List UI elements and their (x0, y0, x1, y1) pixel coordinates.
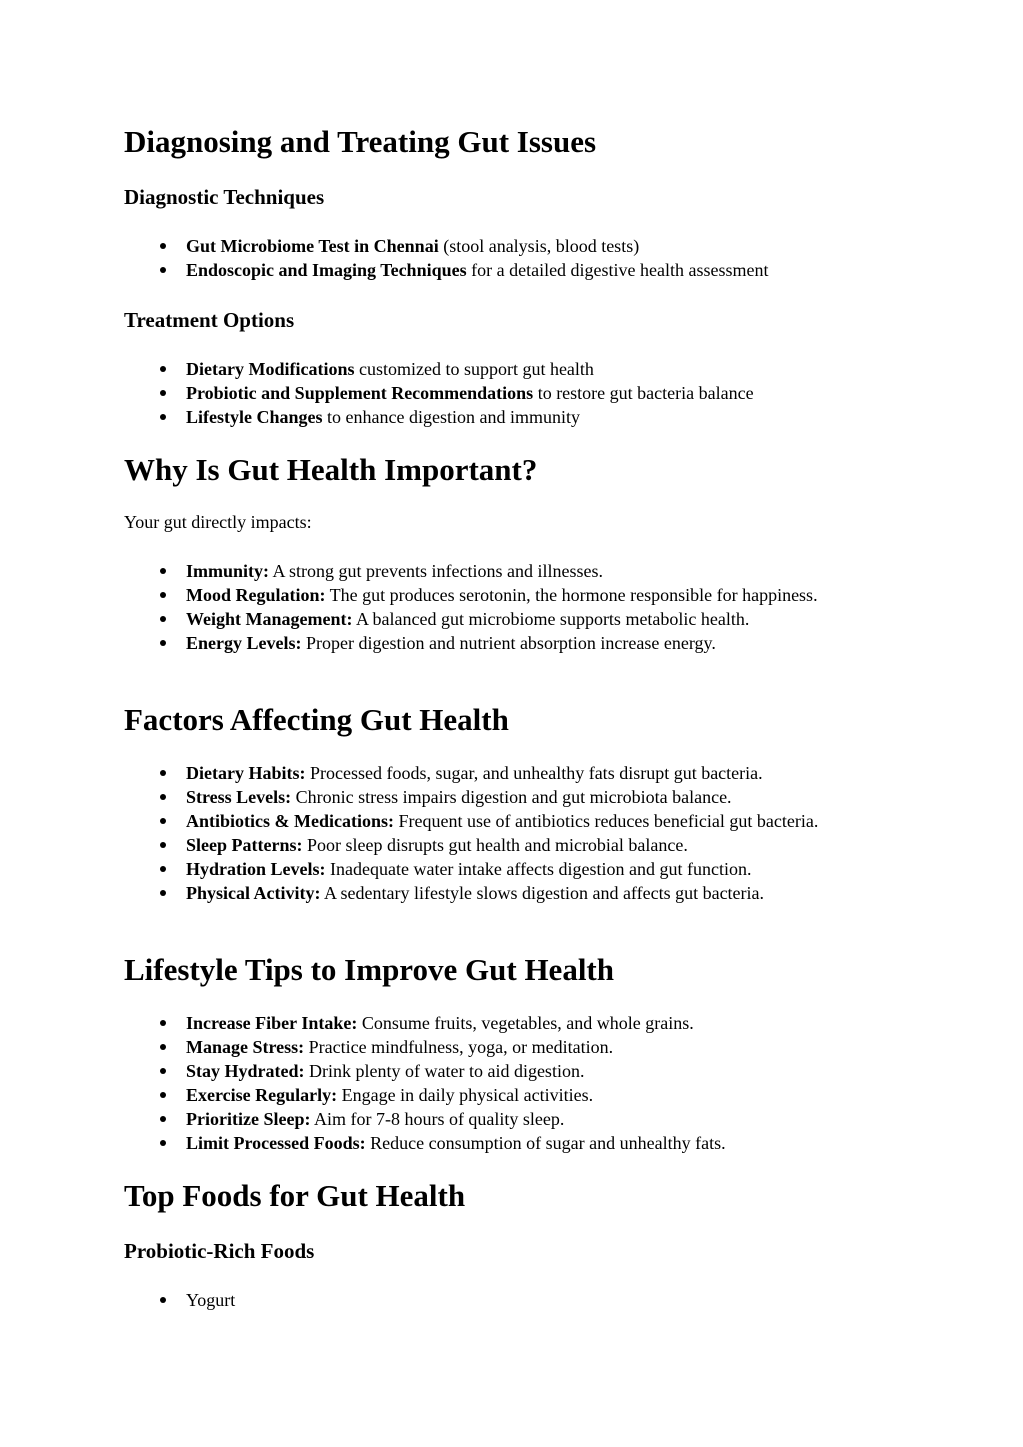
list-item: Prioritize Sleep: Aim for 7-8 hours of quality sleep. (124, 1107, 856, 1131)
list-importance (124, 559, 904, 655)
list-item: Physical Activity: A sedentary lifestyle slows digestion and affects gut bacteria. (124, 881, 856, 905)
list-item: Exercise Regularly: Engage in daily physical activities. (124, 1083, 856, 1107)
list-item: Weight Management: A balanced gut microbiome supports metabolic health. (124, 607, 856, 631)
list-item: Endoscopic and Imaging Techniques for a detailed digestive health assessment (124, 258, 906, 282)
list-item: Increase Fiber Intake: Consume fruits, vegetables, and whole grains. (124, 1011, 856, 1035)
subheading-diagnostic-techniques: Diagnostic Techniques (124, 185, 325, 209)
list-item: Manage Stress: Practice mindfulness, yoga, or meditation. (124, 1035, 856, 1059)
list-item: Gut Microbiome Test in Chennai (stool analysis, blood tests) (124, 234, 906, 258)
subheading-treatment-options: Treatment Options (124, 308, 295, 332)
list-item: Immunity: A strong gut prevents infections and illnesses. (124, 559, 856, 583)
list-probiotic-foods (124, 1288, 904, 1312)
list-item: Dietary Modifications customized to support gut health (124, 357, 906, 381)
list-item: Hydration Levels: Inadequate water intake affects digestion and gut function. (124, 857, 856, 881)
list-item: Mood Regulation: The gut produces serotonin, the hormone responsible for happiness. (124, 583, 856, 607)
intro-text: Your gut directly impacts: (124, 512, 312, 532)
list-item: Antibiotics & Medications: Frequent use of antibiotics reduces beneficial gut bacteria. (124, 809, 856, 833)
list-item: Stay Hydrated: Drink plenty of water to aid digestion. (124, 1059, 856, 1083)
list-item: Probiotic and Supplement Recommendations to restore gut bacteria balance (124, 381, 906, 405)
list-diagnostic (124, 234, 904, 282)
heading-lifestyle: Lifestyle Tips to Improve Gut Health (124, 952, 614, 987)
list-item: Yogurt (124, 1288, 856, 1312)
list-item: Dietary Habits: Processed foods, sugar, and unhealthy fats disrupt gut bacteria. (124, 761, 856, 785)
list-item: Stress Levels: Chronic stress impairs digestion and gut microbiota balance. (124, 785, 856, 809)
list-item: Energy Levels: Proper digestion and nutrient absorption increase energy. (124, 631, 856, 655)
list-treatment (124, 357, 904, 429)
list-factors (124, 761, 904, 905)
list-item: Lifestyle Changes to enhance digestion and immunity (124, 405, 906, 429)
heading-diagnosing: Diagnosing and Treating Gut Issues (124, 124, 597, 159)
heading-importance: Why Is Gut Health Important? (124, 452, 538, 487)
heading-factors: Factors Affecting Gut Health (124, 702, 509, 737)
heading-foods: Top Foods for Gut Health (124, 1178, 466, 1213)
list-lifestyle (124, 1011, 904, 1155)
subheading-probiotic-foods: Probiotic-Rich Foods (124, 1239, 315, 1263)
list-item: Sleep Patterns: Poor sleep disrupts gut health and microbial balance. (124, 833, 856, 857)
list-item: Limit Processed Foods: Reduce consumption of sugar and unhealthy fats. (124, 1131, 856, 1155)
